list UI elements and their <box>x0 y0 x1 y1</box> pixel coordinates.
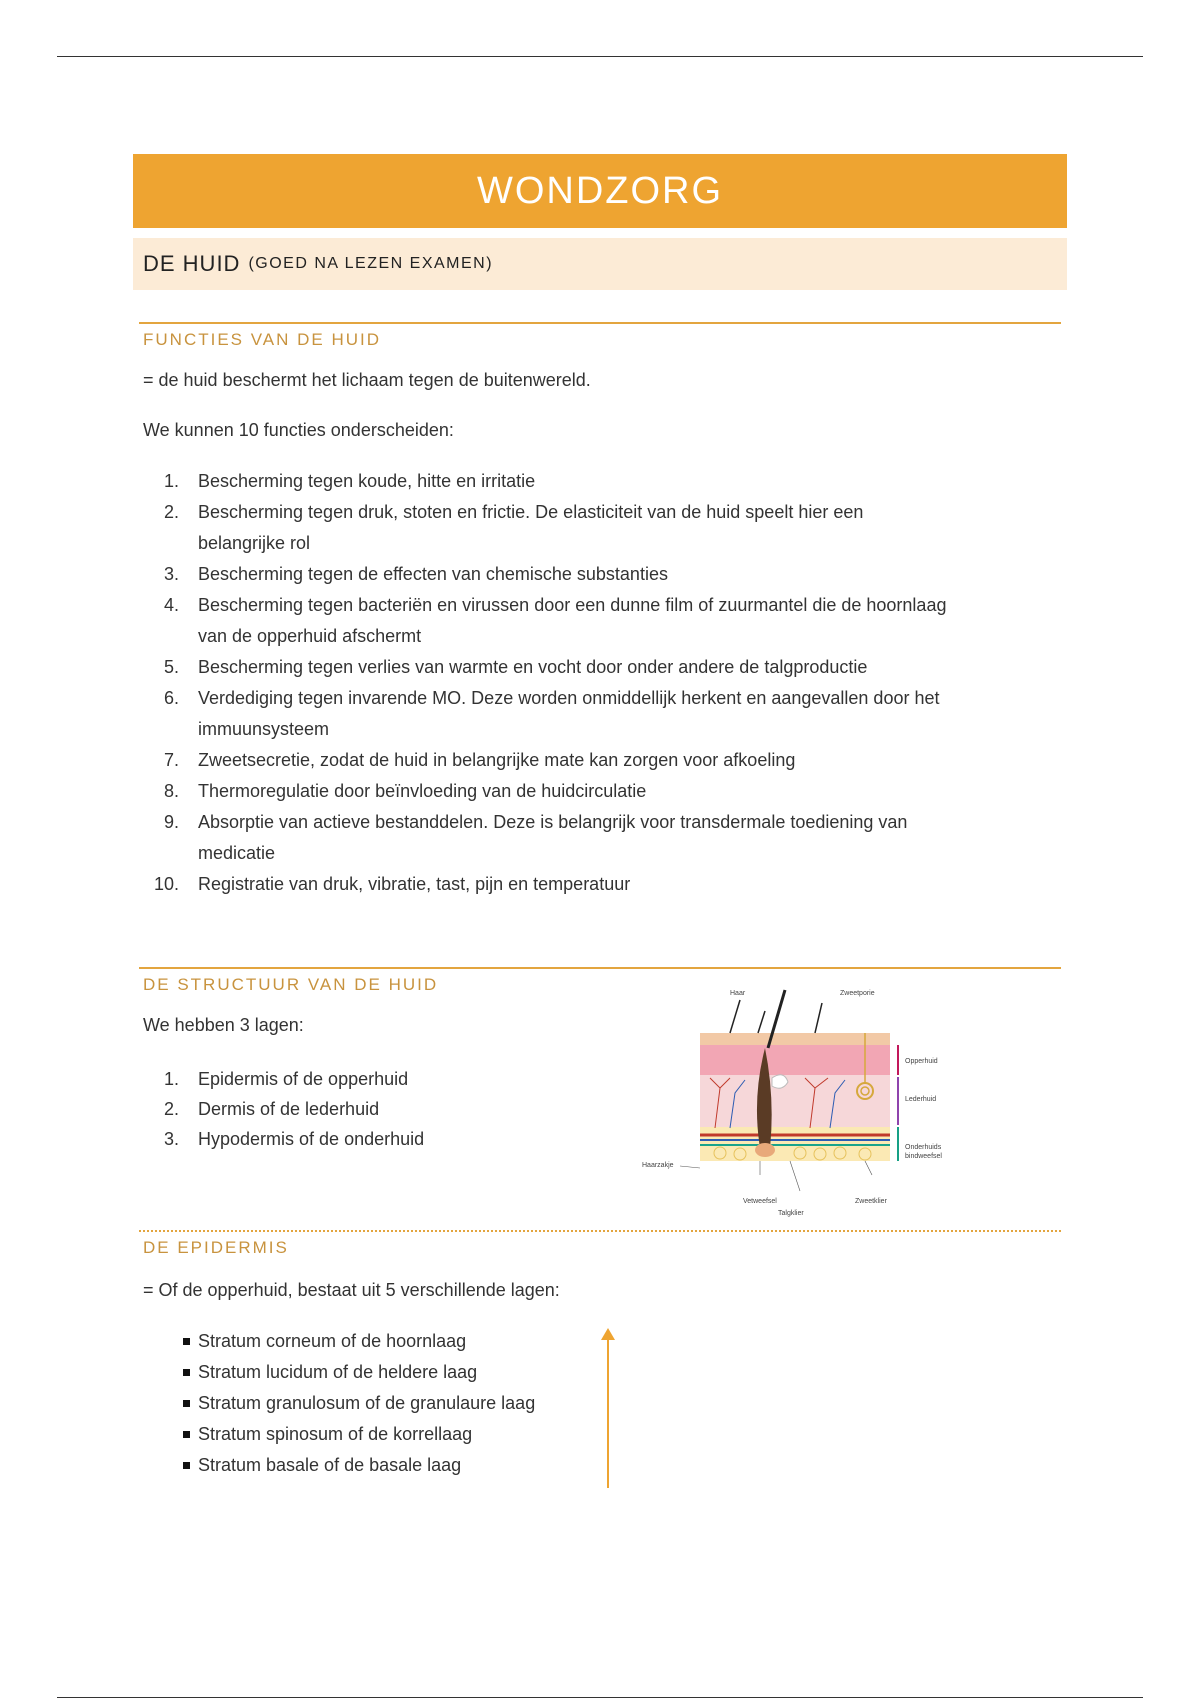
structuur-list <box>143 1064 623 1154</box>
list-item-text: Bescherming tegen verlies van warmte en vocht door onder andere de talgproductie <box>198 657 868 677</box>
list-item-text: Stratum basale of de basale laag <box>198 1455 462 1475</box>
structuur-item <box>143 1064 623 1094</box>
epidermis-item <box>143 1326 593 1357</box>
section-epidermis <box>139 1230 1061 1258</box>
functies-list <box>143 466 1063 900</box>
epidermis-list <box>143 1326 593 1481</box>
functies-definition: = de huid beschermt het lichaam tegen de buitenwereld. <box>143 370 591 390</box>
bullet-icon <box>183 1431 190 1438</box>
bullet-icon <box>183 1338 190 1345</box>
list-item-text: Verdediging tegen invarende MO. Deze worden onmiddellijk herkent en aangevallen door het <box>198 688 940 708</box>
list-item-text: Stratum spinosum of de korrellaag <box>198 1424 473 1444</box>
list-number: 2. <box>163 502 179 522</box>
label-haarzakje: Haarzakje <box>642 1162 674 1169</box>
epidermis-item <box>143 1388 593 1419</box>
section-heading-epidermis: DE EPIDERMIS <box>143 1238 289 1257</box>
label-onderhuid-2: bindweefsel <box>905 1153 942 1160</box>
label-lederhuid: Lederhuid <box>905 1096 937 1103</box>
list-item-text: medicatie <box>198 843 276 863</box>
skin-cross-section-illustration <box>640 978 960 1228</box>
list-number: 7. <box>163 750 179 770</box>
list-item-text: Zweetsecretie, zodat de huid in belangrijke mate kan zorgen voor afkoeling <box>198 750 796 770</box>
bullet-icon <box>183 1369 190 1376</box>
list-item-text: Hypodermis of de onderhuid <box>198 1129 425 1149</box>
subtitle-note: (GOED NA LEZEN EXAMEN) <box>248 255 494 272</box>
list-number: 9. <box>163 812 179 832</box>
list-item-text: Stratum granulosum of de granulaure laag <box>198 1393 536 1413</box>
layer-arrow-line <box>607 1338 609 1488</box>
label-onderhuid-1: Onderhuids <box>905 1144 942 1151</box>
list-item-text: Epidermis of de opperhuid <box>198 1069 409 1089</box>
list-number: 8. <box>163 781 179 801</box>
subtitle-main: DE HUID <box>143 251 241 276</box>
section-rule-dotted <box>139 1230 1061 1232</box>
functies-item <box>143 869 1063 900</box>
functies-item <box>143 559 1063 590</box>
section-rule <box>139 322 1061 324</box>
list-item-text: belangrijke rol <box>198 533 311 553</box>
list-item-text: Stratum lucidum of de heldere laag <box>198 1362 478 1382</box>
list-number: 3. <box>163 1129 179 1149</box>
list-item-text: Bescherming tegen koude, hitte en irritatie <box>198 471 536 491</box>
epidermis-item <box>143 1419 593 1450</box>
structuur-intro: We hebben 3 lagen: <box>143 1015 304 1035</box>
label-zweetklier: Zweetklier <box>855 1198 887 1205</box>
list-item-text: Bescherming tegen druk, stoten en frictie. De elasticiteit van de huid speelt hier een <box>198 502 864 522</box>
sweat-pore-pointer <box>815 1003 822 1033</box>
epidermis-layer <box>700 1045 890 1075</box>
label-talgklier: Talgklier <box>778 1210 804 1217</box>
label-opperhuid: Opperhuid <box>905 1058 938 1065</box>
epidermis-item <box>143 1357 593 1388</box>
section-rule <box>139 967 1061 969</box>
section-heading-structuur: DE STRUCTUUR VAN DE HUID <box>143 975 439 994</box>
list-item-text: Registratie van druk, vibratie, tast, pijn en temperatuur <box>198 874 631 894</box>
list-number: 1. <box>163 1069 179 1089</box>
page-top-rule <box>57 56 1143 57</box>
functies-item <box>143 497 1063 559</box>
hair-pointer <box>730 1000 740 1033</box>
hair-bulb <box>755 1143 775 1157</box>
list-item-text: immuunsysteem <box>198 719 330 739</box>
label-vetweefsel: Vetweefsel <box>743 1198 777 1205</box>
epidermis-definition: = Of de opperhuid, bestaat uit 5 verschillende lagen: <box>143 1280 560 1300</box>
list-number: 10. <box>153 874 179 894</box>
functies-item <box>143 807 1063 869</box>
list-number: 6. <box>163 688 179 708</box>
list-item-text: Stratum corneum of de hoornlaag <box>198 1331 467 1351</box>
skin-diagram <box>640 978 960 1228</box>
structuur-item <box>143 1124 623 1154</box>
functies-item <box>143 776 1063 807</box>
list-item-text: van de opperhuid afschermt <box>198 626 422 646</box>
page-bottom-rule <box>57 1697 1143 1698</box>
bullet-icon <box>183 1400 190 1407</box>
list-item-text: Bescherming tegen bacteriën en virussen door een dunne film of zuurmantel die de hoornlaag <box>198 595 947 615</box>
structuur-item <box>143 1094 623 1124</box>
list-number: 4. <box>163 595 179 615</box>
bullet-icon <box>183 1462 190 1469</box>
section-functies <box>139 322 1061 350</box>
functies-item <box>143 590 1063 652</box>
functies-item <box>143 466 1063 497</box>
skin-surface-layer <box>700 1033 890 1045</box>
functies-item <box>143 683 1063 745</box>
section-heading-functies: FUNCTIES VAN DE HUID <box>143 330 382 349</box>
list-number: 2. <box>163 1099 179 1119</box>
list-number: 5. <box>163 657 179 677</box>
list-item-text: Thermoregulatie door beïnvloeding van de huidcirculatie <box>198 781 647 801</box>
functies-item <box>143 745 1063 776</box>
label-zweetporie: Zweetporie <box>840 990 875 997</box>
list-item-text: Absorptie van actieve bestanddelen. Deze is belangrijk voor transdermale toediening van <box>198 812 908 832</box>
epidermis-item <box>143 1450 593 1481</box>
subtitle-bar <box>133 238 1067 290</box>
functies-item <box>143 652 1063 683</box>
label-haar: Haar <box>730 990 746 997</box>
list-item-text: Bescherming tegen de effecten van chemische substanties <box>198 564 668 584</box>
list-item-text: Dermis of de lederhuid <box>198 1099 380 1119</box>
list-number: 3. <box>163 564 179 584</box>
list-number: 1. <box>163 471 179 491</box>
functies-intro: We kunnen 10 functies onderscheiden: <box>143 420 454 440</box>
document-title: WONDZORG <box>133 154 1067 228</box>
